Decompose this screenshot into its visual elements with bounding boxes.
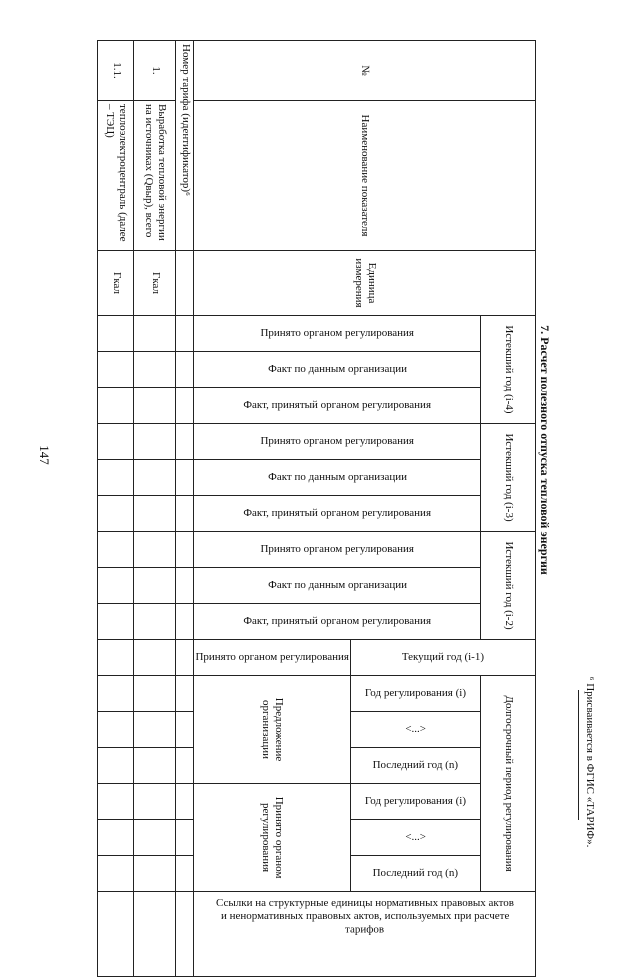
sub-accepted-1 <box>194 316 481 352</box>
row-1-unit: Гкал <box>134 251 176 316</box>
row-1-1-num: 1.1. <box>98 41 134 101</box>
sub-org-1-label: Факт по данным организации <box>267 362 407 375</box>
header-refs <box>194 892 536 977</box>
sub-fact-1-label: Факт, принятый органом регулирования <box>243 398 432 411</box>
sub-fact-3-label: Факт, принятый органом регулирования <box>243 614 432 627</box>
lt-year-i-org <box>351 676 481 712</box>
sub-org-2 <box>194 460 481 496</box>
sub-fact-1 <box>194 388 481 424</box>
lt-ellipsis-reg-label: <...> <box>405 830 426 843</box>
lt-ellipsis-reg <box>351 820 481 856</box>
sub-accepted-3-label: Принято органом регулирования <box>260 542 414 555</box>
current-accepted-label: Принято органом регулирования <box>195 650 349 663</box>
lt-last-reg-label: Последний год (n) <box>372 866 459 879</box>
sub-org-2-label: Факт по данным организации <box>267 470 407 483</box>
tariff-id-row: Номер тарифа (идентификатор)⁶ <box>176 41 194 251</box>
current-accepted <box>194 640 351 676</box>
rotated-table-area <box>100 40 553 935</box>
header-current-year-label: Текущий год (i-1) <box>401 650 485 663</box>
row-1-1-unit: Гкал <box>98 251 134 316</box>
sub-fact-3 <box>194 604 481 640</box>
sub-accepted-2 <box>194 424 481 460</box>
header-refs-label: Ссылки на структурные единицы нормативных правовых актов и ненормативных правовых актов, используемых при расчете тарифов <box>215 896 514 935</box>
header-past-year-i2: Истекший год (i-2) <box>481 532 536 640</box>
row-1-1-name: теплоэлектроцентраль (далее – ТЭЦ) <box>98 101 134 251</box>
row-1-name: Выработка тепловой энергии на источниках (Qвыр), всего <box>134 101 176 251</box>
header-past-year-i4: Истекший год (i-4) <box>481 316 536 424</box>
lt-ellipsis-org-label: <...> <box>405 722 426 735</box>
footnote: ⁶ Присваивается в ФГИС «ТАРИФ». <box>584 676 596 848</box>
header-unit: Единица измерения <box>194 251 536 316</box>
table-caption: 7. Расчет полезного отпуска тепловой энергии <box>538 325 552 575</box>
lt-year-i-reg-label: Год регулирования (i) <box>364 794 467 807</box>
landscape-page <box>100 40 553 935</box>
sub-org-3 <box>194 568 481 604</box>
org-proposal: Предложение организации <box>194 676 351 784</box>
header-current-year <box>351 640 536 676</box>
sub-accepted-1-label: Принято органом регулирования <box>260 326 414 339</box>
cell <box>176 251 194 316</box>
page-number: 147 <box>37 445 52 465</box>
sub-fact-2 <box>194 496 481 532</box>
row-1-num: 1. <box>134 41 176 101</box>
sub-accepted-3 <box>194 532 481 568</box>
header-long-term: Долгосрочный период регулирования <box>481 676 536 892</box>
lt-last-org-label: Последний год (n) <box>372 758 459 771</box>
useful-supply-table <box>97 40 536 977</box>
header-past-year-i3: Истекший год (i-3) <box>481 424 536 532</box>
header-num: № <box>194 41 536 101</box>
lt-last-org <box>351 748 481 784</box>
lt-ellipsis-org <box>351 712 481 748</box>
lt-last-reg <box>351 856 481 892</box>
lt-year-i-org-label: Год регулирования (i) <box>364 686 467 699</box>
sub-accepted-2-label: Принято органом регулирования <box>260 434 414 447</box>
sub-fact-2-label: Факт, принятый органом регулирования <box>243 506 432 519</box>
footnote-rule <box>578 690 579 820</box>
header-name: Наименование показателя <box>194 101 536 251</box>
sub-org-1 <box>194 352 481 388</box>
lt-year-i-reg <box>351 784 481 820</box>
reg-accepted: Принято органом регулирования <box>194 784 351 892</box>
sub-org-3-label: Факт по данным организации <box>267 578 407 591</box>
